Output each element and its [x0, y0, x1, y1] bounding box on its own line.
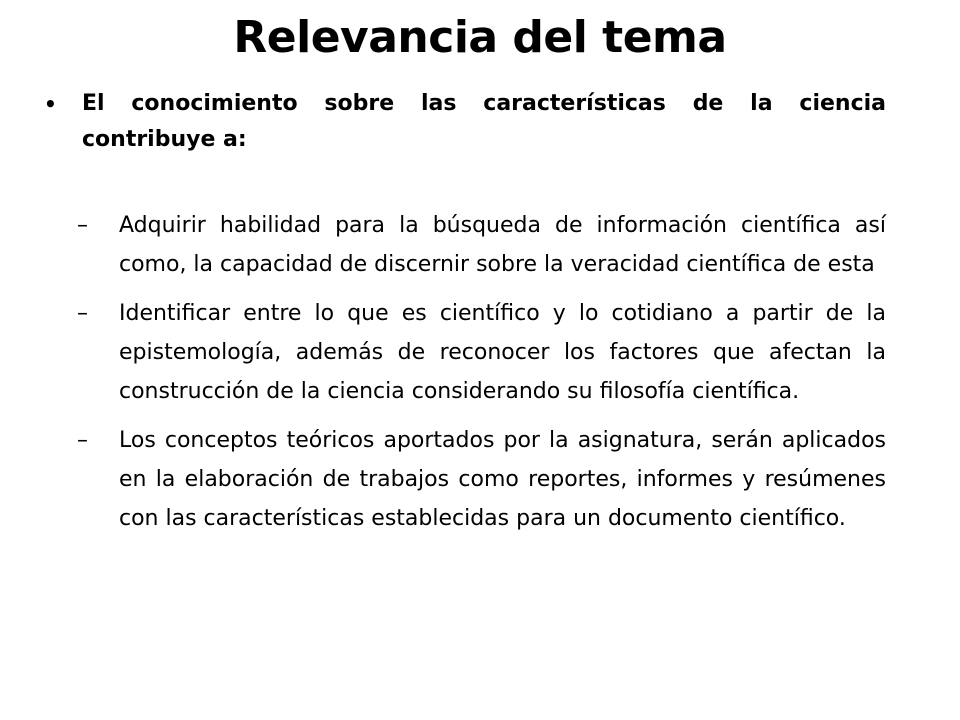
main-bullet	[44, 86, 886, 158]
sub-item-2	[77, 294, 886, 411]
dash-marker: –	[77, 428, 88, 453]
sub-item-1	[77, 206, 886, 284]
slide-content	[44, 86, 886, 548]
bullet-marker: •	[44, 92, 57, 116]
dash-marker: –	[77, 213, 88, 238]
sub-item-3	[77, 421, 886, 538]
main-bullet-text: El conocimiento sobre las características de la ciencia contribuye a:	[82, 91, 886, 152]
sub-item-text: Los conceptos teóricos aportados por la asignatura, serán aplicados en la elaboración de trabajos como reportes, informes y resúmenes con las características establecidas para un documento científico.	[119, 428, 886, 531]
dash-marker: –	[77, 301, 88, 326]
sub-list	[44, 206, 886, 538]
sub-item-text: Identificar entre lo que es científico y lo cotidiano a partir de la epistemología, además de reconocer los factores que afectan la construcción de la ciencia considerando su filosofía científica.	[119, 301, 886, 404]
sub-item-text: Adquirir habilidad para la búsqueda de información científica así como, la capacidad de discernir sobre la veracidad científica de esta	[119, 213, 886, 277]
slide-title: Relevancia del tema	[233, 12, 727, 63]
